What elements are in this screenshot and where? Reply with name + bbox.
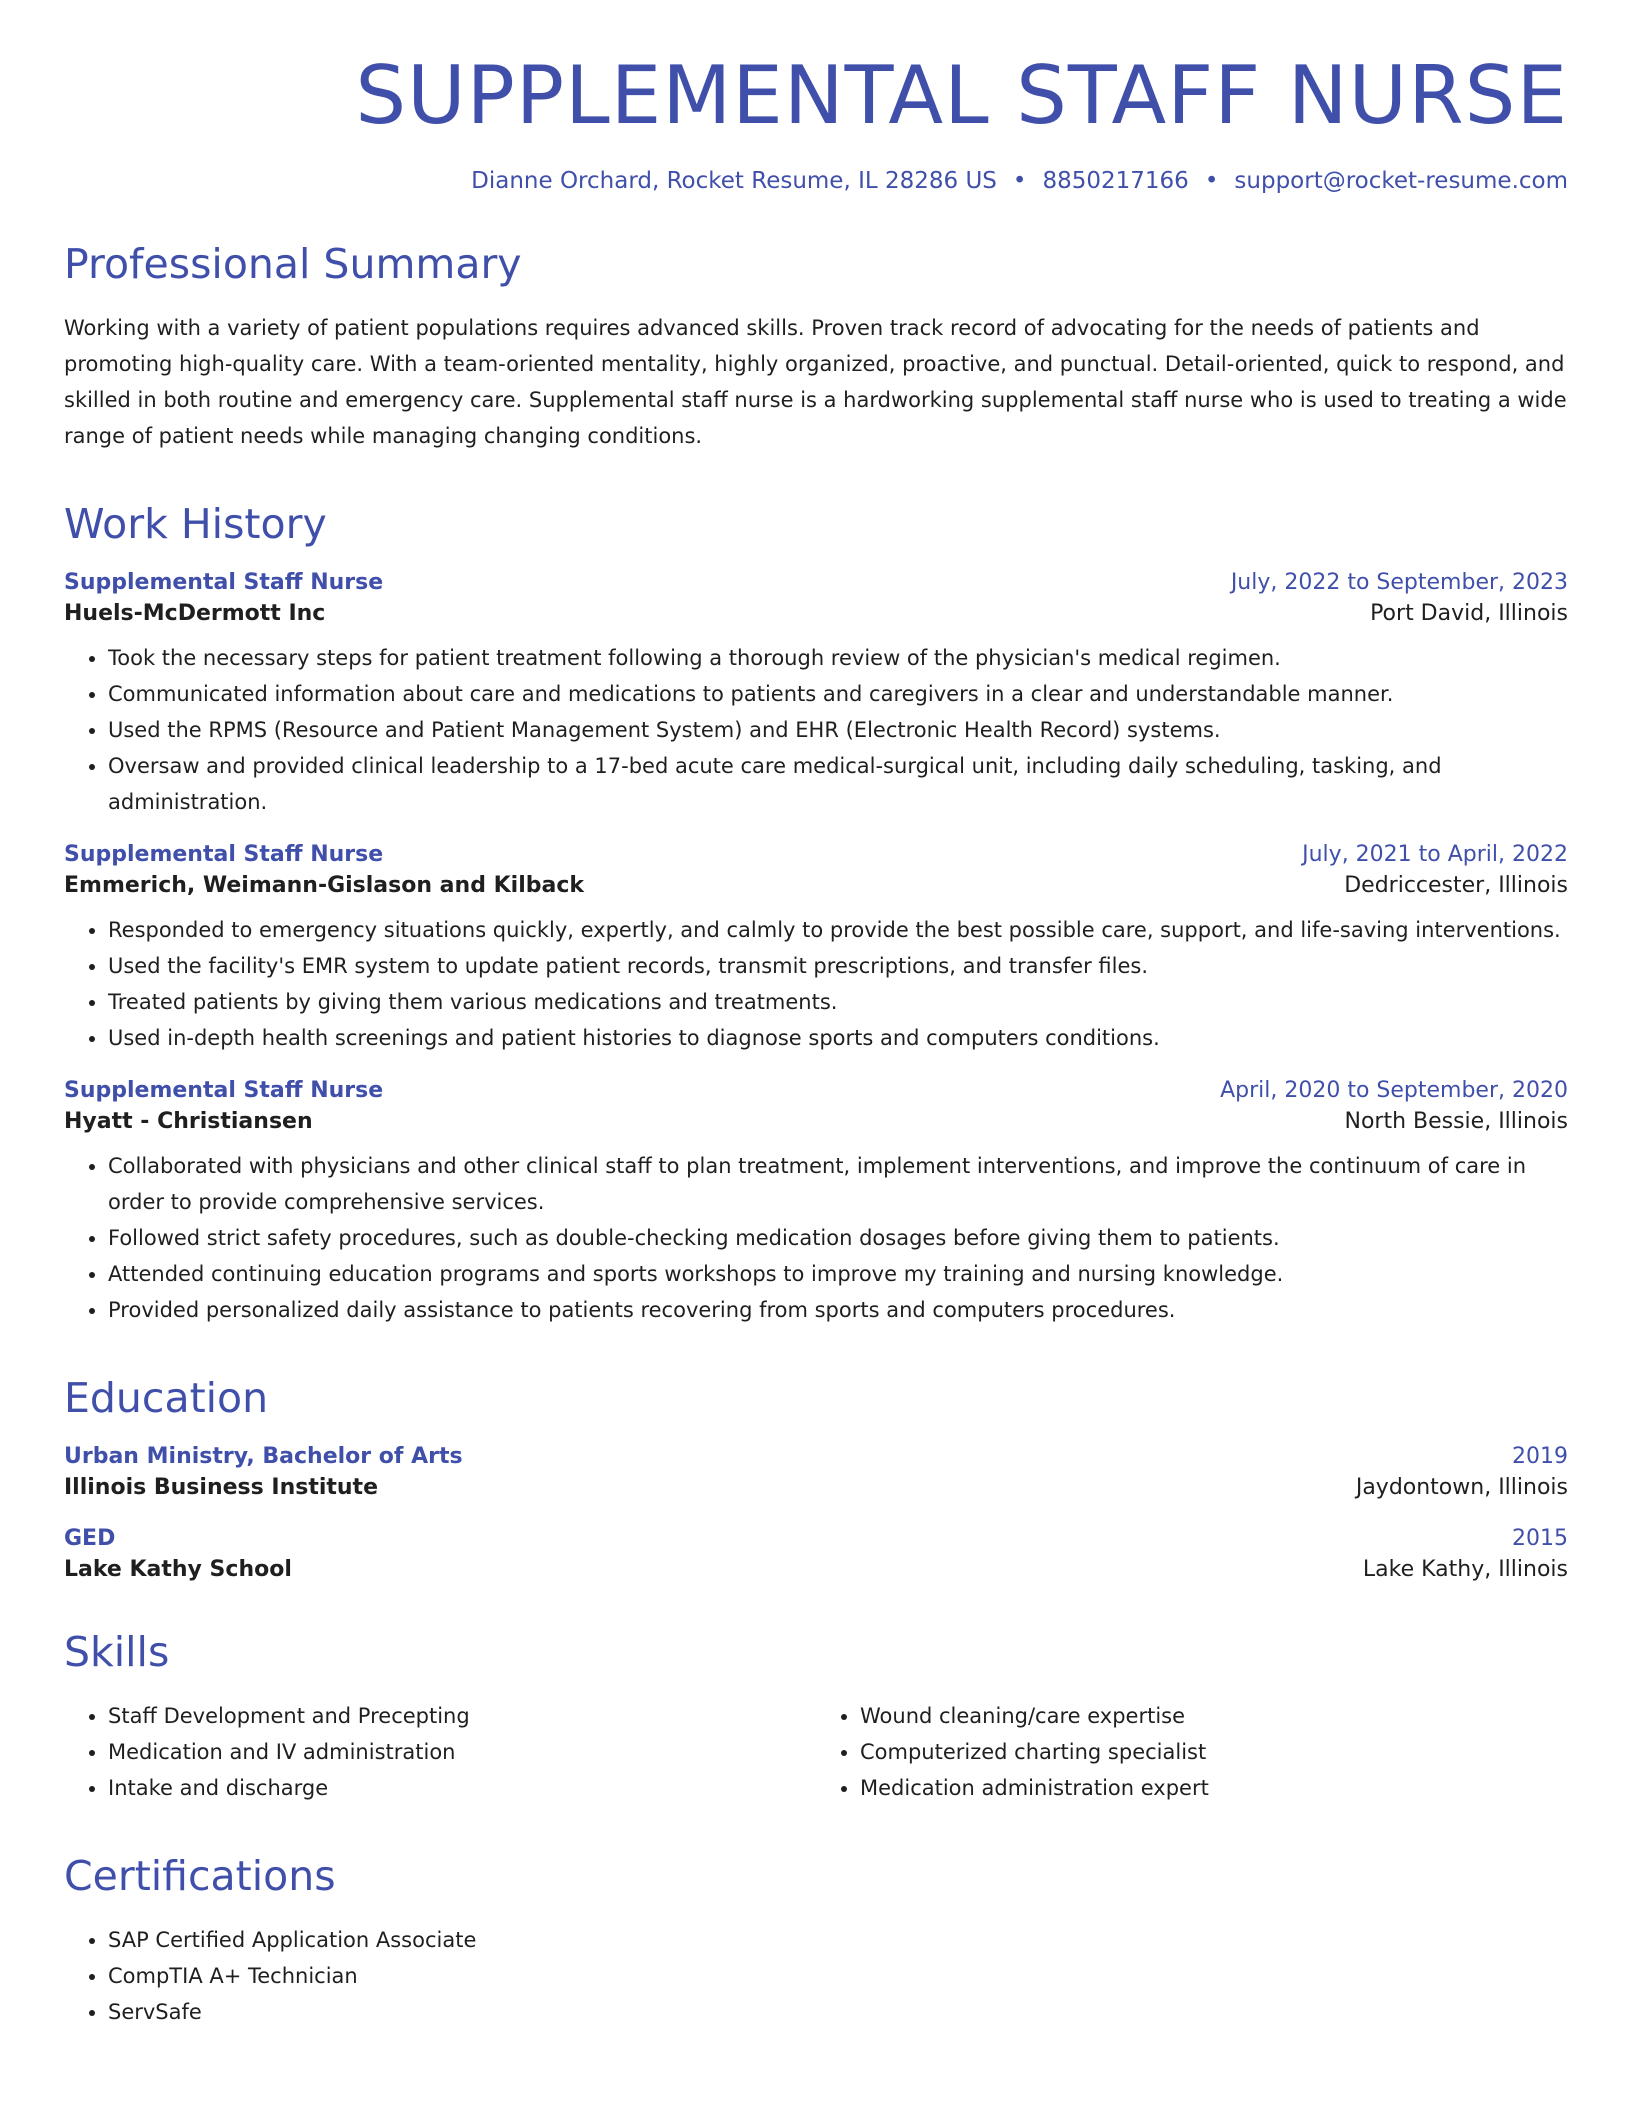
skills-column-right xyxy=(816,1698,1568,1806)
education-location: Jaydontown, Illinois xyxy=(1355,1475,1568,1500)
job-bullet: • Treated patients by giving them various medications and treatments. xyxy=(108,984,1568,1020)
certification-item: • SAP Certified Application Associate xyxy=(108,1922,1568,1958)
skill-item: • Staff Development and Precepting xyxy=(108,1698,816,1734)
skill-item: • Computerized charting specialist xyxy=(860,1734,1568,1770)
job-role: Supplemental Staff Nurse xyxy=(64,570,384,595)
skill-item: • Wound cleaning/care expertise xyxy=(860,1698,1568,1734)
contact-address: Dianne Orchard, Rocket Resume, IL 28286 US xyxy=(471,168,997,194)
job-bullets xyxy=(64,1148,1568,1328)
job-entry xyxy=(64,842,1568,1056)
education-year: 2019 xyxy=(1512,1444,1568,1469)
education-school: Illinois Business Institute xyxy=(64,1475,378,1500)
job-company: Hyatt - Christiansen xyxy=(64,1109,313,1134)
education-school: Lake Kathy School xyxy=(64,1557,292,1582)
skills-heading: Skills xyxy=(64,1628,170,1676)
job-bullet: • Followed strict safety procedures, such as double-checking medication dosages before giving them to patients. xyxy=(108,1220,1568,1256)
certifications-heading: Certifications xyxy=(64,1852,336,1900)
job-bullet: • Oversaw and provided clinical leadership to a 17-bed acute care medical-surgical unit, including daily scheduling, tasking, and administration. xyxy=(108,748,1568,820)
contact-line xyxy=(64,168,1568,194)
job-date: July, 2022 to September, 2023 xyxy=(1230,570,1568,595)
education-heading: Education xyxy=(64,1374,269,1422)
resume-title: SUPPLEMENTAL STAFF NURSE xyxy=(355,49,1568,142)
job-location: Port David, Illinois xyxy=(1370,601,1568,626)
education-entry xyxy=(64,1526,1568,1582)
education-location: Lake Kathy, Illinois xyxy=(1362,1557,1568,1582)
skill-item: • Intake and discharge xyxy=(108,1770,816,1806)
job-bullets xyxy=(64,640,1568,820)
contact-email[interactable]: support@rocket-resume.com xyxy=(1234,168,1568,194)
job-company: Huels-McDermott Inc xyxy=(64,601,326,626)
job-bullet: • Attended continuing education programs and sports workshops to improve my training and nursing knowledge. xyxy=(108,1256,1568,1292)
job-entry xyxy=(64,570,1568,820)
job-bullet: • Responded to emergency situations quickly, expertly, and calmly to provide the best possible care, support, and life-saving interventions. xyxy=(108,912,1568,948)
certification-item: • CompTIA A+ Technician xyxy=(108,1958,1568,1994)
job-date: April, 2020 to September, 2020 xyxy=(1220,1078,1568,1103)
job-bullet: • Provided personalized daily assistance to patients recovering from sports and computers procedures. xyxy=(108,1292,1568,1328)
certification-item: • ServSafe xyxy=(108,1994,1568,2030)
education-year: 2015 xyxy=(1512,1526,1568,1551)
job-bullets xyxy=(64,912,1568,1056)
skills-list xyxy=(64,1698,1568,1806)
job-bullet: • Took the necessary steps for patient treatment following a thorough review of the physician's medical regimen. xyxy=(108,640,1568,676)
job-company: Emmerich, Weimann-Gislason and Kilback xyxy=(64,873,584,898)
contact-phone: 8850217166 xyxy=(1042,168,1189,194)
certifications-items xyxy=(64,1922,1568,2030)
education-degree: GED xyxy=(64,1526,116,1551)
summary-text: Working with a variety of patient populations requires advanced skills. Proven track record of advocating for the needs of patients and promoting high-quality care. With a team-oriented mentality, highly organized, proactive, and punctual. Detail-oriented, quick to respond, and skilled in both routine and emergency care. Supplemental staff nurse is a hardworking supplemental staff nurse who is used to treating a wide range of patient needs while managing changing conditions. xyxy=(64,316,1567,448)
work-history-heading: Work History xyxy=(64,500,327,548)
summary-heading: Professional Summary xyxy=(64,240,522,288)
job-role: Supplemental Staff Nurse xyxy=(64,842,384,867)
job-bullet: • Collaborated with physicians and other clinical staff to plan treatment, implement interventions, and improve the continuum of care in order to provide comprehensive services. xyxy=(108,1148,1568,1220)
job-role: Supplemental Staff Nurse xyxy=(64,1078,384,1103)
job-location: Dedriccester, Illinois xyxy=(1344,873,1568,898)
certifications-list xyxy=(64,1922,1568,2030)
job-bullet: • Used in-depth health screenings and patient histories to diagnose sports and computers conditions. xyxy=(108,1020,1568,1056)
education-degree: Urban Ministry, Bachelor of Arts xyxy=(64,1444,463,1469)
separator-dot: • xyxy=(1012,168,1027,194)
job-date: July, 2021 to April, 2022 xyxy=(1302,842,1568,867)
job-bullet: • Communicated information about care and medications to patients and caregivers in a clear and understandable manner. xyxy=(108,676,1568,712)
separator-dot: • xyxy=(1204,168,1219,194)
skills-column-left xyxy=(64,1698,816,1806)
skill-item: • Medication and IV administration xyxy=(108,1734,816,1770)
job-bullet: • Used the facility's EMR system to update patient records, transmit prescriptions, and transfer files. xyxy=(108,948,1568,984)
job-location: North Bessie, Illinois xyxy=(1344,1109,1568,1134)
job-entry xyxy=(64,1078,1568,1328)
education-entry xyxy=(64,1444,1568,1500)
job-bullet: • Used the RPMS (Resource and Patient Management System) and EHR (Electronic Health Record) systems. xyxy=(108,712,1568,748)
skill-item: • Medication administration expert xyxy=(860,1770,1568,1806)
